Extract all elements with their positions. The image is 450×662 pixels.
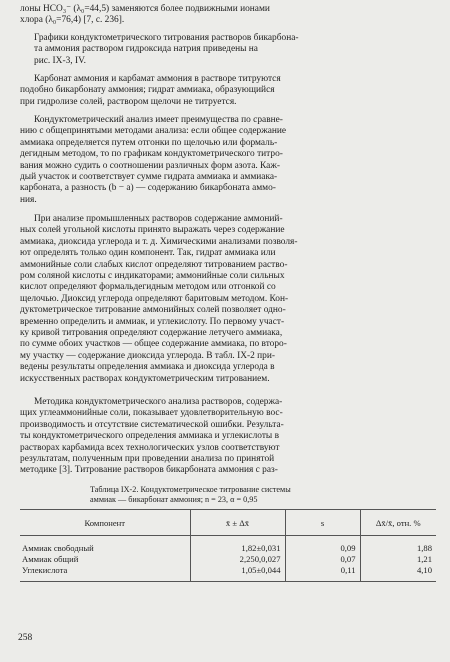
paragraph-intro: [20, 4, 436, 27]
cell-relative-error: 4,10: [360, 564, 436, 582]
text-line: результатам, полученным при проведении анализа по принятой: [20, 454, 275, 465]
text-line: рис. IX-3, IV.: [34, 55, 86, 66]
text-line: лоны НСО₃⁻ (λ₀=44,5) заменяются более подвижными ионами: [20, 4, 270, 14]
text-line: карбоната, а разность (b − a) — содержанию бикарбоната аммо-: [20, 183, 276, 194]
text-line: кислот определяют формальдегидным методом или отгонкой со: [20, 282, 276, 293]
paragraph-advantages: [20, 115, 436, 206]
caption-line: аммиак — бикарбонат аммония; n = 23, α = 0,95: [90, 495, 258, 504]
caption-line: Таблица IX-2. Кондуктометрическое титрование системы: [90, 485, 291, 494]
text-line: искусственных растворах кондуктометрическим титрованием.: [20, 373, 270, 384]
page-number: 258: [18, 633, 33, 643]
text-line: аммиака определяется путем отгонки по щелочью или формаль-: [20, 137, 278, 148]
header-s: s: [285, 510, 360, 536]
text-line: ты кондуктометрического определения аммиака и углекислоты в: [20, 431, 279, 442]
text-line: дуктометрическое титрование аммонийных солей позволяет одно-: [20, 305, 286, 316]
paragraph-graphs: [20, 33, 436, 67]
cell-component: Углекислота: [20, 564, 190, 582]
text-line: дый участок и соответствует сумме гидрата аммиака и аммиака-: [20, 172, 278, 183]
text-line: аммиака, диоксида углерода и т. д. Химическими анализами позволя-: [20, 236, 298, 247]
table-header-row: [20, 510, 436, 536]
text-line: та аммония раствором гидроксида натрия приведены на: [34, 44, 258, 55]
cell-mean: 1,05±0,044: [190, 564, 285, 582]
text-line: хлора (λ₀=76,4) [7, с. 236].: [20, 15, 125, 26]
table-caption: [90, 485, 430, 505]
text-line: подобно бикарбонату аммония; гидрат аммиака, образующийся: [20, 85, 275, 96]
cell-component: Аммиак общий: [22, 553, 79, 564]
results-table: [20, 509, 436, 582]
table-row: [20, 553, 436, 564]
header-mean: x̄ ± Δx̄: [190, 510, 285, 536]
header-component: Компонент: [20, 510, 190, 536]
cell-component: Аммиак свободный: [22, 542, 94, 553]
text-line: При анализе промышленных растворов содержание аммоний-: [34, 214, 283, 224]
text-line: му участку — содержание диоксида углерода. В табл. IX-2 при-: [20, 350, 275, 361]
text-line: ведены результаты определения аммиака и диоксида углерода в: [20, 362, 275, 373]
text-line: ных солей угольной кислоты принято выражать через содержание: [20, 225, 285, 236]
cell-mean: 1,82±0,031: [190, 536, 285, 554]
text-line: Карбонат аммония и карбамат аммония в растворе титруются: [34, 74, 281, 84]
text-line: аммонийные соли слабых кислот определяют титрованием раство-: [20, 259, 288, 270]
text-line: производимость и отсутствие систематической ошибки. Результа-: [20, 419, 284, 430]
text-line: нию с общепринятыми методами анализа: если общее содержание: [20, 126, 287, 137]
text-line: растворах карбамида всех технологических узлов соответствуют: [20, 442, 280, 453]
paragraph-carbonate: [20, 74, 436, 108]
text-line: вания можно судить о соотношении различных форм азота. Каж-: [20, 160, 280, 171]
cell-s: 0,07: [285, 553, 360, 564]
cell-relative-error: 1,88: [360, 536, 436, 554]
text-line: ром соляной кислоты с индикаторами; аммонийные соли сильных: [20, 271, 285, 282]
text-line: щих углеаммонийные соли, показывает удовлетворительную вос-: [20, 408, 283, 419]
text-line: временно определить и аммиак, и углекислоту. По первому участ-: [20, 316, 285, 327]
text-line: при гидролизе солей, раствором щелочи не титруется.: [20, 96, 237, 107]
cell-s: 0,11: [285, 564, 360, 582]
text-line: Кондуктометрический анализ имеет преимущества по сравне-: [34, 115, 283, 125]
text-line: дегидным методом, то по графикам кондуктометрического титро-: [20, 149, 283, 160]
paragraph-industrial-analysis: [20, 214, 436, 385]
cell-s: 0,09: [285, 536, 360, 554]
text-line: методике [3]. Титрование растворов бикарбоната аммония с раз-: [20, 465, 278, 476]
text-line: Методика кондуктометрического анализа растворов, содержа-: [34, 397, 283, 407]
text-line: ют определять только один компонент. Так, гидрат аммиака или: [20, 248, 276, 259]
text-line: по сумме обоих участков — общее содержание аммиака, по второ-: [20, 339, 287, 350]
text-line: ку кривой титрования определяют содержание летучего аммиака,: [20, 328, 283, 339]
cell-mean: 2,250,0,027: [190, 553, 285, 564]
text-line: ния.: [20, 194, 37, 205]
header-relative-error: Δx̄/x̄, отн. %: [360, 510, 436, 536]
text-line: щелочью. Диоксид углерода определяют баритовым методом. Кон-: [20, 293, 289, 304]
cell-relative-error: 1,21: [360, 553, 436, 564]
text-line: Графики кондуктометрического титрования растворов бикарбона-: [34, 33, 299, 43]
table-row: [20, 564, 436, 582]
table-row: [20, 536, 436, 554]
paragraph-methodology: [20, 397, 436, 477]
